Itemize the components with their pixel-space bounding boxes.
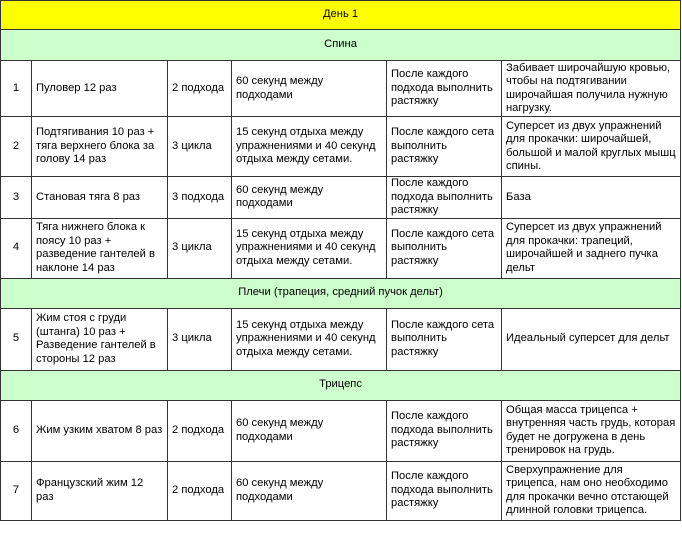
row-number-cell[interactable]: 7 xyxy=(1,461,32,520)
stretch-cell[interactable]: После каждого подхода выполнить растяжку xyxy=(387,461,502,520)
sets-cell[interactable]: 3 цикла xyxy=(168,218,232,278)
note-cell[interactable]: База xyxy=(502,177,681,219)
exercise-row xyxy=(1,61,681,117)
row-number-cell[interactable]: 6 xyxy=(1,400,32,461)
row-number-cell[interactable]: 4 xyxy=(1,218,32,278)
exercise-cell[interactable]: Французский жим 12 раз xyxy=(32,461,168,520)
day-title-row xyxy=(1,1,681,30)
section-title[interactable]: Спина xyxy=(1,30,681,61)
rest-cell[interactable]: 60 секунд между подходами xyxy=(232,461,387,520)
stretch-cell[interactable]: После каждого сета выполнить растяжку xyxy=(387,117,502,177)
row-number-cell[interactable]: 5 xyxy=(1,308,32,370)
sets-cell[interactable]: 2 подхода xyxy=(168,461,232,520)
row-number-cell[interactable]: 1 xyxy=(1,61,32,117)
sets-cell[interactable]: 3 цикла xyxy=(168,117,232,177)
section-title-row xyxy=(1,30,681,61)
row-number-cell[interactable]: 2 xyxy=(1,117,32,177)
exercise-cell[interactable]: Подтягивания 10 раз + тяга верхнего блока за голову 14 раз xyxy=(32,117,168,177)
sets-cell[interactable]: 2 подхода xyxy=(168,61,232,117)
stretch-cell[interactable]: После каждого подхода выполнить растяжку xyxy=(387,400,502,461)
note-cell[interactable]: Забивает широчайшую кровью, чтобы на подтягивании широчайшая получила нужную нагрузку. xyxy=(502,61,681,117)
note-cell[interactable]: Идеальный суперсет для дельт xyxy=(502,308,681,370)
rest-cell[interactable]: 60 секунд между подходами xyxy=(232,61,387,117)
stretch-cell[interactable]: После каждого сета выполнить растяжку xyxy=(387,308,502,370)
row-number-cell[interactable]: 3 xyxy=(1,177,32,219)
exercise-row xyxy=(1,308,681,370)
exercise-cell[interactable]: Становая тяга 8 раз xyxy=(32,177,168,219)
section-title[interactable]: Плечи (трапеция, средний пучок дельт) xyxy=(1,278,681,308)
exercise-cell[interactable]: Жим узким хватом 8 раз xyxy=(32,400,168,461)
sets-cell[interactable]: 2 подхода xyxy=(168,400,232,461)
rest-cell[interactable]: 15 секунд отдыха между упражнениями и 40 секунд отдыха между сетами. xyxy=(232,117,387,177)
note-cell[interactable]: Суперсет из двух упражнений для прокачки: широчайшей, большой и малой круглых мышц спины. xyxy=(502,117,681,177)
note-cell[interactable]: Сверхупражнение для трицепса, нам оно необходимо для прокачки вечно отстающей длинной головки трицепса. xyxy=(502,461,681,520)
exercise-row xyxy=(1,400,681,461)
section-title[interactable]: Трицепс xyxy=(1,370,681,400)
sets-cell[interactable]: 3 цикла xyxy=(168,308,232,370)
section-title-row xyxy=(1,278,681,308)
exercise-cell[interactable]: Жим стоя с груди (штанга) 10 раз + Разведение гантелей в стороны 12 раз xyxy=(32,308,168,370)
stretch-cell[interactable]: После каждого сета выполнить растяжку xyxy=(387,218,502,278)
exercise-row xyxy=(1,461,681,520)
section-title-row xyxy=(1,370,681,400)
exercise-cell[interactable]: Тяга нижнего блока к поясу 10 раз + разведение гантелей в наклоне 14 раз xyxy=(32,218,168,278)
exercise-row xyxy=(1,117,681,177)
stretch-cell[interactable]: После каждого подхода выполнить растяжку xyxy=(387,61,502,117)
note-cell[interactable]: Суперсет из двух упражнений для прокачки: трапеций, широчайшей и заднего пучка дельт xyxy=(502,218,681,278)
rest-cell[interactable]: 60 секунд между подходами xyxy=(232,400,387,461)
rest-cell[interactable]: 15 секунд отдыха между упражнениями и 40 секунд отдыха между сетами. xyxy=(232,308,387,370)
day-title[interactable]: День 1 xyxy=(1,1,681,30)
exercise-cell[interactable]: Пуловер 12 раз xyxy=(32,61,168,117)
note-cell[interactable]: Общая масса трицепса + внутренняя часть грудь, которая будет не догружена в день тренировок на грудь. xyxy=(502,400,681,461)
rest-cell[interactable]: 15 секунд отдыха между упражнениями и 40 секунд отдыха между сетами. xyxy=(232,218,387,278)
stretch-cell[interactable]: После каждого подхода выполнить растяжку xyxy=(387,177,502,219)
exercise-row xyxy=(1,177,681,219)
exercise-row xyxy=(1,218,681,278)
sets-cell[interactable]: 3 подхода xyxy=(168,177,232,219)
rest-cell[interactable]: 60 секунд между подходами xyxy=(232,177,387,219)
